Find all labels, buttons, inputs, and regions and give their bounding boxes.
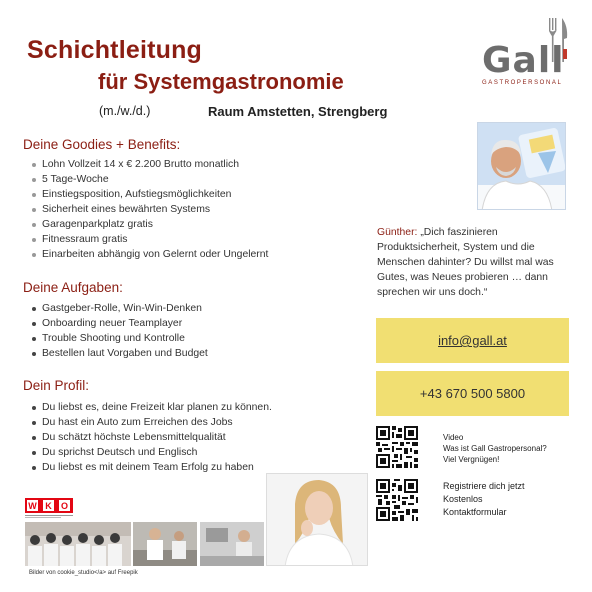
list-item: Fitnessraum gratis bbox=[32, 232, 268, 247]
svg-text:W: W bbox=[28, 501, 37, 511]
gall-logo bbox=[480, 18, 575, 90]
quote-line: Gutes, was Neues probieren … dann bbox=[377, 272, 548, 283]
qr-caption-line: Kostenlos bbox=[443, 494, 483, 504]
list-item: Trouble Shooting und Kontrolle bbox=[32, 331, 208, 346]
list-item: Du liebst es mit deinem Team Erfolg zu haben bbox=[32, 460, 272, 475]
goodies-list bbox=[32, 157, 268, 262]
qr-caption-line: Registriere dich jetzt bbox=[443, 481, 525, 491]
list-item: Onboarding neuer Teamplayer bbox=[32, 316, 208, 331]
list-item: Gastgeber-Rolle, Win-Win-Denken bbox=[32, 301, 208, 316]
testimonial-quote bbox=[377, 225, 575, 300]
logo-subtitle: GASTROPERSONAL bbox=[482, 80, 563, 86]
guenther-photo bbox=[477, 122, 566, 210]
list-item: Sicherheit eines bewährten Systems bbox=[32, 202, 268, 217]
qr-caption-line: Video bbox=[443, 433, 464, 442]
list-item: Du sprichst Deutsch und Englisch bbox=[32, 445, 272, 460]
profile-list bbox=[32, 400, 272, 475]
quote-line: „Dich faszinieren bbox=[420, 227, 498, 238]
list-item: Bestellen laut Vorgaben und Budget bbox=[32, 346, 208, 361]
list-item: Einstiegsposition, Aufstiegsmöglichkeiten bbox=[32, 187, 268, 202]
email-link[interactable]: info@gall.at bbox=[438, 333, 507, 348]
goodies-heading: Deine Goodies + Benefits: bbox=[23, 137, 181, 152]
list-item: 5 Tage-Woche bbox=[32, 172, 268, 187]
quote-author: Günther: bbox=[377, 227, 418, 238]
video-qr-caption bbox=[443, 432, 547, 465]
qr-caption-line: Was ist Gall Gastropersonal? bbox=[443, 444, 547, 453]
profile-heading: Dein Profil: bbox=[23, 378, 90, 393]
register-qr-caption bbox=[443, 480, 525, 519]
quote-line: Produktsicherheit, System und die bbox=[377, 242, 535, 253]
email-button[interactable] bbox=[376, 318, 569, 363]
quote-line: Menschen dahinter? Du willst mal was bbox=[377, 257, 554, 268]
woman-photo bbox=[266, 473, 368, 566]
list-item: Garagenparkplatz gratis bbox=[32, 217, 268, 232]
list-item: Einarbeiten abhängig von Gelernt oder Ungelernt bbox=[32, 247, 268, 262]
svg-text:K: K bbox=[45, 501, 52, 511]
list-item: Du liebst es, deine Freizeit klar planen zu können. bbox=[32, 400, 272, 415]
register-qr-code[interactable] bbox=[376, 479, 418, 521]
quote-line: sprechen wir uns doch.“ bbox=[377, 287, 488, 298]
kitchen-photo bbox=[133, 522, 197, 566]
phone-number[interactable]: +43 670 500 5800 bbox=[419, 386, 526, 401]
job-title: Schichtleitung bbox=[27, 36, 203, 64]
logo-wordmark: Gall bbox=[482, 40, 565, 81]
svg-text:O: O bbox=[60, 501, 69, 511]
tasks-heading: Deine Aufgaben: bbox=[23, 280, 123, 295]
tasks-list bbox=[32, 301, 208, 361]
gender-note: (m./w./d.) bbox=[99, 104, 151, 118]
qr-caption-line: Kontaktformular bbox=[443, 507, 507, 517]
list-item: Lohn Vollzeit 14 x € 2.200 Brutto monatlich bbox=[32, 157, 268, 172]
job-subtitle: für Systemgastronomie bbox=[98, 69, 344, 94]
qr-caption-line: Viel Vergnügen! bbox=[443, 455, 500, 464]
location: Raum Amstetten, Strengberg bbox=[208, 104, 388, 119]
team-photo bbox=[25, 522, 131, 566]
video-qr-code[interactable] bbox=[376, 426, 418, 468]
wko-logo bbox=[25, 498, 73, 520]
office-photo bbox=[200, 522, 264, 566]
image-credit: Bilder von cookie_studio</a> auf Freepik bbox=[29, 570, 138, 576]
phone-button[interactable] bbox=[376, 371, 569, 416]
list-item: Du hast ein Auto zum Erreichen des Jobs bbox=[32, 415, 272, 430]
list-item: Du schätzt höchste Lebensmittelqualität bbox=[32, 430, 272, 445]
